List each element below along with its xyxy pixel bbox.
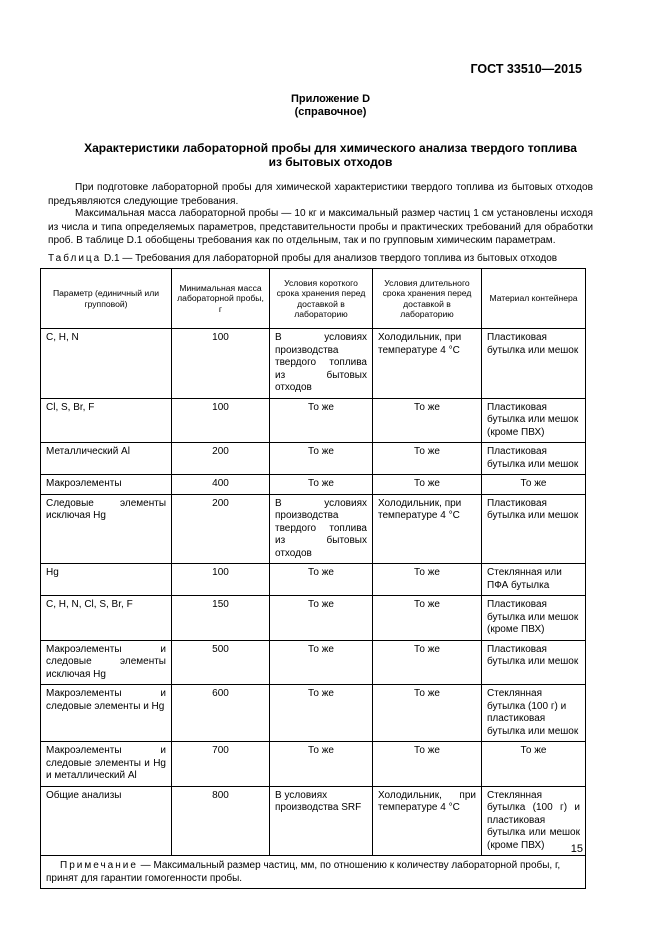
table-caption-prefix: Таблица bbox=[48, 253, 102, 264]
table-row bbox=[41, 398, 586, 443]
cell-long-storage: То же bbox=[373, 443, 482, 475]
paragraph-2: Максимальная масса лабораторной пробы — 10 кг и максимальный размер частиц 1 см установлены исходя из числа и типа определяемых параметров, представительности пробы и практических требований для обработки проб. В таблице D.1 обобщены требования как по отдельным, так и по групповым химическим параметрам. bbox=[48, 208, 593, 246]
paragraph-1: При подготовке лабораторной пробы для химической характеристики твердого топлива из бытовых отходов предъявляются следующие требования. bbox=[48, 182, 593, 207]
cell-parameter: Металлический Al bbox=[41, 443, 172, 475]
cell-long-storage: То же bbox=[373, 398, 482, 443]
cell-long-storage: То же bbox=[373, 640, 482, 685]
cell-short-storage: То же bbox=[270, 564, 373, 596]
standard-number: ГОСТ 33510—2015 bbox=[470, 62, 582, 76]
cell-mass: 600 bbox=[172, 685, 270, 742]
requirements-table bbox=[40, 268, 586, 889]
cell-material: Стеклянная бутылка (100 г) и пластиковая бутылка или мешок bbox=[482, 685, 586, 742]
cell-long-storage: Холодильник, при температуре 4 °C bbox=[373, 329, 482, 399]
cell-material: Пластиковая бутылка или мешок bbox=[482, 640, 586, 685]
table-row bbox=[41, 786, 586, 856]
table-row bbox=[41, 742, 586, 787]
cell-mass: 100 bbox=[172, 398, 270, 443]
cell-mass: 800 bbox=[172, 786, 270, 856]
table-row bbox=[41, 564, 586, 596]
cell-short-storage: То же bbox=[270, 685, 373, 742]
annex-name: Приложение D bbox=[290, 93, 371, 105]
note-text: — Максимальный размер частиц, мм, по отношению к количеству лабораторной пробы, г, принят для гарантии гомогенности пробы. bbox=[46, 860, 561, 884]
cell-long-storage: То же bbox=[373, 742, 482, 787]
header-long-storage: Условия длительного срока хранения перед доставкой в лабораторию bbox=[373, 269, 482, 329]
table-note-row bbox=[41, 856, 586, 889]
title-line-2: из бытовых отходов bbox=[268, 155, 393, 169]
cell-long-storage: То же bbox=[373, 564, 482, 596]
cell-short-storage: То же bbox=[270, 475, 373, 495]
cell-material: Стеклянная бутылка (100 г) и пластиковая бутылка или мешок (кроме ПВХ) bbox=[482, 786, 586, 856]
cell-material: Пластиковая бутылка или мешок (кроме ПВХ) bbox=[482, 398, 586, 443]
cell-long-storage: Холодильник, при температуре 4 °C bbox=[373, 786, 482, 856]
cell-parameter: Общие анализы bbox=[41, 786, 172, 856]
cell-material: Пластиковая бутылка или мешок (кроме ПВХ) bbox=[482, 596, 586, 641]
cell-mass: 200 bbox=[172, 443, 270, 475]
title-line-1: Характеристики лабораторной пробы для химического анализа твердого топлива bbox=[84, 141, 577, 155]
annex-kind: (справочное) bbox=[294, 106, 367, 118]
cell-short-storage: То же bbox=[270, 742, 373, 787]
cell-mass: 100 bbox=[172, 564, 270, 596]
cell-long-storage: То же bbox=[373, 596, 482, 641]
cell-parameter: Макроэлементы bbox=[41, 475, 172, 495]
table-caption bbox=[48, 253, 608, 264]
cell-mass: 700 bbox=[172, 742, 270, 787]
cell-short-storage: То же bbox=[270, 443, 373, 475]
table-row bbox=[41, 494, 586, 564]
cell-material: То же bbox=[482, 742, 586, 787]
header-container-material: Материал контейнера bbox=[482, 269, 586, 329]
cell-short-storage: В условиях производства твердого топлива из бытовых отходов bbox=[270, 329, 373, 399]
cell-parameter: C, H, N, Cl, S, Br, F bbox=[41, 596, 172, 641]
table-row bbox=[41, 596, 586, 641]
header-mass: Минимальная масса лабораторной пробы, г bbox=[172, 269, 270, 329]
cell-short-storage: То же bbox=[270, 398, 373, 443]
cell-parameter: Макроэлементы и следовые элементы исключая Hg bbox=[41, 640, 172, 685]
cell-parameter: Макроэлементы и следовые элементы и Hg bbox=[41, 685, 172, 742]
cell-short-storage: В условиях производства SRF bbox=[270, 786, 373, 856]
note-label: Примечание bbox=[60, 860, 138, 871]
annex-heading bbox=[0, 93, 661, 119]
page-number: 15 bbox=[570, 843, 583, 855]
table-row bbox=[41, 640, 586, 685]
table-note bbox=[41, 856, 586, 889]
cell-long-storage: Холодильник, при температуре 4 °C bbox=[373, 494, 482, 564]
cell-material: Пластиковая бутылка или мешок bbox=[482, 494, 586, 564]
cell-material: То же bbox=[482, 475, 586, 495]
cell-mass: 150 bbox=[172, 596, 270, 641]
cell-parameter: Hg bbox=[41, 564, 172, 596]
header-parameter: Параметр (единичный или групповой) bbox=[41, 269, 172, 329]
cell-short-storage: То же bbox=[270, 596, 373, 641]
cell-mass: 200 bbox=[172, 494, 270, 564]
table-row bbox=[41, 329, 586, 399]
header-short-storage: Условия короткого срока хранения перед доставкой в лабораторию bbox=[270, 269, 373, 329]
table-caption-text: D.1 — Требования для лабораторной пробы для анализов твердого топлива из бытовых отходов bbox=[104, 253, 558, 264]
cell-parameter: Cl, S, Br, F bbox=[41, 398, 172, 443]
cell-short-storage: То же bbox=[270, 640, 373, 685]
table-header-row bbox=[41, 269, 586, 329]
cell-mass: 500 bbox=[172, 640, 270, 685]
cell-long-storage: То же bbox=[373, 685, 482, 742]
cell-mass: 400 bbox=[172, 475, 270, 495]
cell-long-storage: То же bbox=[373, 475, 482, 495]
table-row bbox=[41, 685, 586, 742]
cell-mass: 100 bbox=[172, 329, 270, 399]
document-title bbox=[70, 141, 591, 169]
table-row bbox=[41, 443, 586, 475]
cell-parameter: Следовые элементы исключая Hg bbox=[41, 494, 172, 564]
cell-parameter: C, H, N bbox=[41, 329, 172, 399]
cell-short-storage: В условиях производства твердого топлива из бытовых отходов bbox=[270, 494, 373, 564]
table-row bbox=[41, 475, 586, 495]
cell-material: Стеклянная или ПФА бутылка bbox=[482, 564, 586, 596]
cell-material: Пластиковая бутылка или мешок bbox=[482, 329, 586, 399]
cell-parameter: Макроэлементы и следовые элементы и Hg и металлический Al bbox=[41, 742, 172, 787]
cell-material: Пластиковая бутылка или мешок bbox=[482, 443, 586, 475]
